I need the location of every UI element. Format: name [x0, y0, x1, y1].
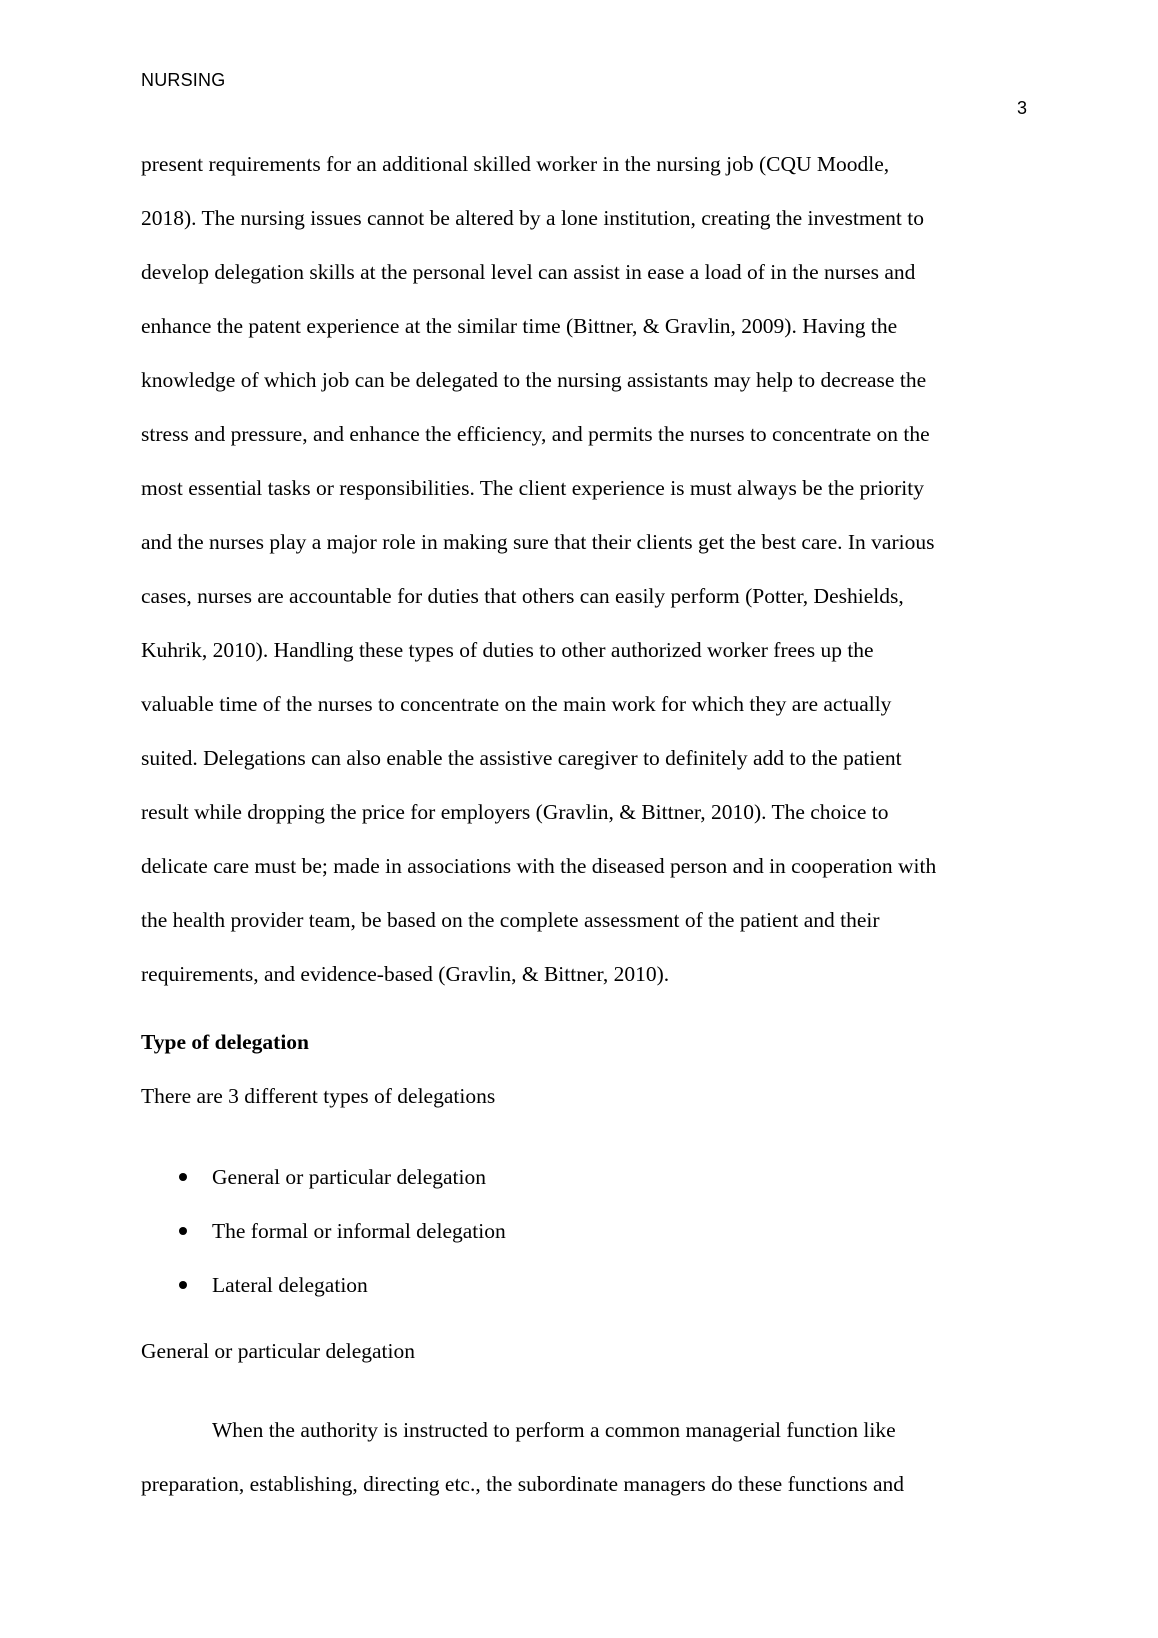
list-item [141, 1268, 506, 1322]
text-line: requirements, and evidence-based (Gravlin, & Bittner, 2010). [141, 962, 670, 986]
text-line: result while dropping the price for employers (Gravlin, & Bittner, 2010). The choice to [141, 800, 889, 824]
text-line: develop delegation skills at the personal level can assist in ease a load of in the nurses and [141, 260, 916, 284]
body-paragraph [141, 137, 1021, 1001]
bullet-icon [179, 1173, 187, 1181]
section-heading: Type of delegation [141, 1030, 310, 1054]
section-intro: There are 3 different types of delegations [141, 1084, 496, 1108]
text-line: valuable time of the nurses to concentrate on the main work for which they are actually [141, 692, 892, 716]
page-number: 3 [1016, 98, 1027, 118]
bullet-icon [179, 1281, 187, 1289]
body-paragraph [141, 1403, 1021, 1511]
text-line: preparation, establishing, directing etc., the subordinate managers do these functions and [141, 1472, 905, 1496]
text-line: cases, nurses are accountable for duties that others can easily perform (Potter, Deshields, [141, 584, 904, 608]
text-line: the health provider team, be based on the complete assessment of the patient and their [141, 908, 880, 932]
text-line: present requirements for an additional skilled worker in the nursing job (CQU Moodle, [141, 152, 890, 176]
list-item [141, 1214, 506, 1268]
list-item-label: Lateral delegation [212, 1273, 368, 1297]
text-line: suited. Delegations can also enable the assistive caregiver to definitely add to the patient [141, 746, 902, 770]
list-item-label: General or particular delegation [212, 1165, 486, 1189]
list-item-label: The formal or informal delegation [212, 1219, 506, 1243]
text-line: and the nurses play a major role in making sure that their clients get the best care. In various [141, 530, 935, 554]
list-item [141, 1160, 506, 1214]
text-line: knowledge of which job can be delegated to the nursing assistants may help to decrease the [141, 368, 927, 392]
text-line: Kuhrik, 2010). Handling these types of duties to other authorized worker frees up the [141, 638, 874, 662]
text-line: enhance the patent experience at the similar time (Bittner, & Gravlin, 2009). Having the [141, 314, 898, 338]
text-line: delicate care must be; made in associations with the diseased person and in cooperation with [141, 854, 937, 878]
delegation-types-list [141, 1160, 506, 1322]
text-line: When the authority is instructed to perform a common managerial function like [212, 1418, 896, 1442]
text-line: 2018). The nursing issues cannot be altered by a lone institution, creating the investment to [141, 206, 924, 230]
subsection-heading: General or particular delegation [141, 1339, 415, 1363]
text-line: stress and pressure, and enhance the efficiency, and permits the nurses to concentrate on the [141, 422, 930, 446]
running-head: NURSING [141, 70, 226, 90]
bullet-icon [179, 1227, 187, 1235]
text-line: most essential tasks or responsibilities. The client experience is must always be the priority [141, 476, 924, 500]
